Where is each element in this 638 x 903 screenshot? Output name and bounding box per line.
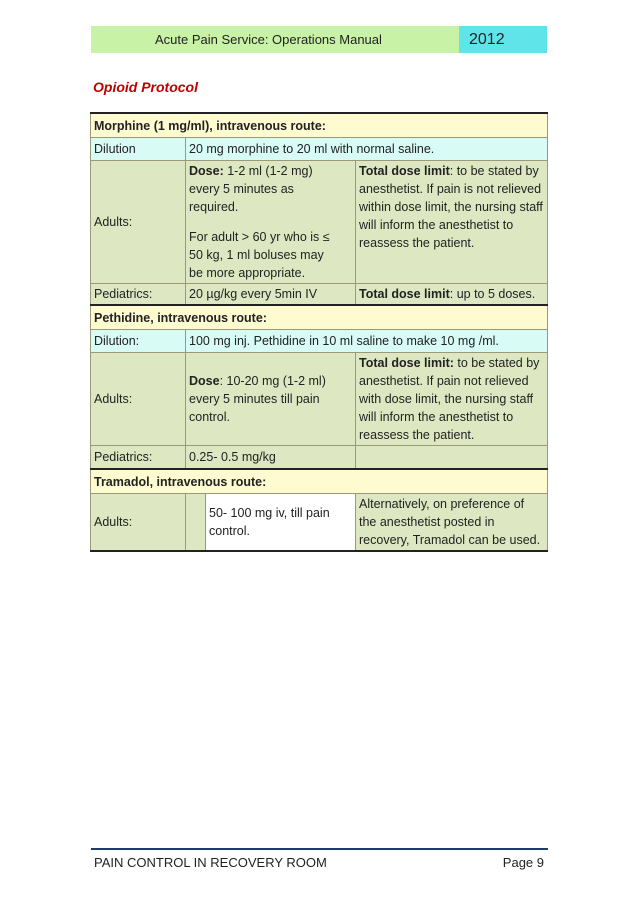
pethidine-dilution-text: 100 mg inj. Pethidine in 10 ml saline to make 10 mg /ml.: [186, 330, 548, 353]
pethidine-adults-label: Adults:: [91, 353, 186, 446]
morphine-adults-dose: [186, 161, 356, 284]
tramadol-adults-note: Alternatively, on preference of the anesthetist posted in recovery, Tramadol can be used.: [356, 494, 548, 552]
morphine-pediatrics-limit: [356, 284, 548, 306]
manual-title: Acute Pain Service: Operations Manual: [91, 26, 459, 53]
morphine-pediatrics-row: [91, 284, 548, 306]
morphine-adults-label: Adults:: [91, 161, 186, 284]
tramadol-heading-row: [91, 469, 548, 494]
morphine-pediatrics-dose: 20 µg/kg every 5min IV: [186, 284, 356, 306]
manual-year: 2012: [459, 26, 547, 53]
pethidine-pediatrics-dose: 0.25- 0.5 mg/kg: [186, 446, 356, 470]
morphine-adults-limit-label: Total dose limit: [359, 164, 450, 178]
morphine-pediatrics-limit-text: : up to 5 doses.: [449, 287, 536, 301]
morphine-dilution-row: [91, 138, 548, 161]
pethidine-adults-dose-text: : 10-20 mg (1-2 ml) every 5 minutes till pain control.: [189, 374, 326, 424]
footer-section: PAIN CONTROL IN RECOVERY ROOM: [94, 855, 327, 870]
morphine-adults-limit: [356, 161, 548, 284]
morphine-adults-limit-text: : to be stated by anesthetist. If pain is not relieved within dose limit, the nursing staff will inform the anesthetist to reassess the patient.: [359, 164, 543, 250]
page-number: Page 9: [502, 855, 544, 870]
morphine-pediatrics-label: Pediatrics:: [91, 284, 186, 306]
pethidine-heading: Pethidine, intravenous route:: [91, 305, 548, 330]
tramadol-adults-dose: 50- 100 mg iv, till pain control.: [206, 494, 356, 552]
footer-divider: [91, 848, 548, 850]
morphine-dilution-text: 20 mg morphine to 20 ml with normal saline.: [186, 138, 548, 161]
morphine-adults-dose-label: Dose:: [189, 164, 224, 178]
tramadol-heading: Tramadol, intravenous route:: [91, 469, 548, 494]
opioid-protocol-table: [90, 112, 548, 552]
section-title: Opioid Protocol: [93, 79, 198, 95]
morphine-heading-row: [91, 113, 548, 138]
pethidine-adults-dose-label: Dose: [189, 374, 220, 388]
tramadol-adults-row: [91, 494, 548, 552]
pethidine-adults-limit-text: to be stated by anesthetist. If pain not relieved with dose limit, the nursing staff will inform the anesthetist to reassess the patient.: [359, 356, 540, 442]
pethidine-adults-limit-label: Total dose limit:: [359, 356, 454, 370]
morphine-adults-row: [91, 161, 548, 284]
pethidine-heading-row: [91, 305, 548, 330]
tramadol-spacer: [186, 494, 206, 552]
pethidine-pediatrics-empty: [356, 446, 548, 470]
pethidine-adults-dose: [186, 353, 356, 446]
morphine-adults-dose-note: For adult > 60 yr who is ≤ 50 kg, 1 ml boluses may be more appropriate.: [189, 230, 330, 280]
pethidine-pediatrics-label: Pediatrics:: [91, 446, 186, 470]
pethidine-adults-row: [91, 353, 548, 446]
page-header: [91, 26, 547, 53]
pethidine-dilution-row: [91, 330, 548, 353]
pethidine-pediatrics-row: [91, 446, 548, 470]
pethidine-dilution-label: Dilution:: [91, 330, 186, 353]
morphine-heading: Morphine (1 mg/ml), intravenous route:: [91, 113, 548, 138]
morphine-dilution-label: Dilution: [91, 138, 186, 161]
morphine-adults-dose-text: 1-2 ml (1-2 mg) every 5 minutes as required.: [189, 164, 313, 214]
pethidine-adults-limit: [356, 353, 548, 446]
tramadol-adults-label: Adults:: [91, 494, 186, 552]
morphine-pediatrics-limit-label: Total dose limit: [359, 287, 450, 301]
